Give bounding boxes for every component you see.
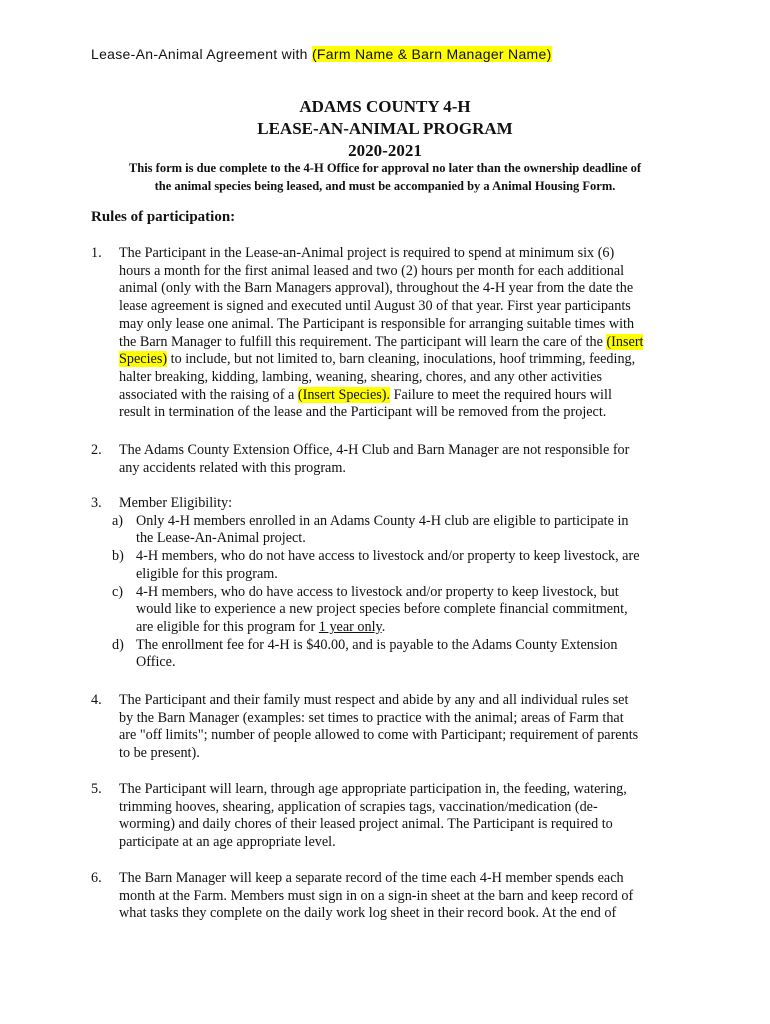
rule-line: worming) and daily chores of their leased project animal. The Participant is required to	[119, 816, 613, 833]
title-line-2: LEASE-AN-ANIMAL PROGRAM	[257, 119, 513, 138]
rule-text: to include, but not limited to, barn cleaning, inoculations, hoof trimming, feeding,	[167, 351, 636, 368]
rule-line: 4-H members, who do not have access to livestock and/or property to keep livestock, are	[136, 548, 640, 565]
rule-line: the Lease-An-Animal project.	[136, 530, 306, 547]
rule-text: Failure to meet the required hours will	[390, 386, 612, 403]
rule-line: animal (only with the Barn Managers approval), throughout the 4-H year from the date the	[119, 280, 634, 297]
rule-number: 2.	[91, 442, 102, 458]
rule-line: are "off limits"; number of people allowed to come with Participant; requirement of parents	[119, 727, 639, 744]
rule-line: The enrollment fee for 4-H is $40.00, and is payable to the Adams County Extension	[136, 636, 618, 653]
rule-text: the Barn Manager to fulfill this requirement. The participant will learn the care of the	[119, 333, 607, 350]
rule-line: hours a month for the first animal leased and two (2) hours per month for each additional	[119, 262, 625, 279]
sub-item-letter: c)	[112, 583, 124, 600]
rule-line: eligible for this program.	[136, 565, 278, 582]
eligibility-item-a	[112, 512, 681, 548]
notice-line-1: This form is due complete to the 4-H Office for approval no later than the ownership deadline of	[128, 161, 642, 175]
header-prefix: Lease-An-Animal Agreement with	[91, 46, 312, 62]
rule-number: 6.	[91, 870, 102, 886]
rule-line: any accidents related with this program.	[119, 459, 346, 476]
notice-line-2: the animal species being leased, and must be accompanied by a Animal Housing Form.	[154, 178, 616, 193]
title-line-3: 2020-2021	[348, 141, 422, 160]
eligibility-item-c	[112, 583, 681, 637]
sub-item-letter: d)	[112, 636, 124, 653]
eligibility-item-d	[112, 636, 681, 672]
rule-1	[91, 245, 681, 422]
rules-heading: Rules of participation:	[91, 209, 236, 225]
title-line-1: ADAMS COUNTY 4-H	[299, 97, 471, 116]
rule-line: participate at an age appropriate level.	[119, 834, 336, 851]
species-placeholder-highlight: Species)	[119, 351, 168, 368]
eligibility-item-b	[112, 548, 681, 583]
species-placeholder-highlight: (Insert Species).	[297, 386, 391, 403]
rule-line: by the Barn Manager (examples: set times to practice with the animal; areas of Farm that	[119, 709, 624, 726]
rule-number: 1.	[91, 245, 102, 261]
rule-number: 3.	[91, 495, 102, 511]
page-header	[91, 46, 552, 62]
rule-line	[119, 351, 681, 369]
rule-line: halter breaking, kidding, lambing, weaning, shearing, chores, and any other activities	[119, 368, 603, 385]
rule-line: Office.	[136, 654, 176, 671]
rule-text: are eligible for this program for	[136, 618, 319, 635]
rule-line: what tasks they complete on the daily work log sheet in their record book. At the end of	[119, 905, 617, 922]
rule-3	[91, 495, 681, 672]
rule-line: The Participant in the Lease-an-Animal project is required to spend at minimum six (6)	[119, 245, 615, 261]
document-title	[0, 96, 770, 162]
rule-line: The Participant and their family must respect and abide by any and all individual rules set	[119, 692, 629, 708]
rule-line: Member Eligibility:	[119, 495, 233, 511]
rule-line	[136, 619, 681, 637]
underlined-term: 1 year only	[318, 618, 382, 635]
rule-line: 4-H members, who do have access to livestock and/or property to keep livestock, but	[136, 583, 619, 600]
due-notice	[92, 160, 678, 195]
rule-line	[119, 334, 681, 352]
rule-line: The Barn Manager will keep a separate record of the time each 4-H member spends each	[119, 870, 624, 886]
rule-text: associated with the raising of a	[119, 386, 298, 403]
rule-line: lease agreement is signed and executed until August 30 of that year. First year participants	[119, 298, 631, 315]
rule-2	[91, 442, 681, 477]
rule-6	[91, 870, 681, 923]
rule-4	[91, 692, 681, 763]
rule-line: month at the Farm. Members must sign in on a sign-in sheet at the barn and keep record of	[119, 887, 634, 904]
rule-line: would like to experience a new project species before complete financial commitment,	[136, 601, 628, 618]
rule-number: 5.	[91, 781, 102, 797]
rule-line: to be present).	[119, 745, 200, 762]
rule-5	[91, 781, 681, 852]
rule-line: Only 4-H members enrolled in an Adams County 4-H club are eligible to participate in	[136, 512, 629, 529]
rule-line	[119, 387, 681, 405]
rule-line: trimming hooves, shearing, application of scrapies tags, vaccination/medication (de-	[119, 798, 598, 815]
rule-line: may only lease one animal. The Participant is responsible for arranging suitable times with	[119, 315, 635, 332]
rule-line: The Participant will learn, through age appropriate participation in, the feeding, watering,	[119, 781, 627, 797]
rule-line: The Adams County Extension Office, 4-H Club and Barn Manager are not responsible for	[119, 442, 630, 458]
header-placeholder-highlight: (Farm Name & Barn Manager Name)	[311, 46, 552, 62]
rule-text: .	[381, 618, 386, 635]
rule-number: 4.	[91, 692, 102, 708]
sub-item-letter: a)	[112, 512, 124, 529]
species-placeholder-highlight: (Insert	[606, 333, 644, 350]
rule-line: result in termination of the lease and the Participant will be removed from the project.	[119, 404, 607, 421]
sub-item-letter: b)	[112, 548, 124, 565]
